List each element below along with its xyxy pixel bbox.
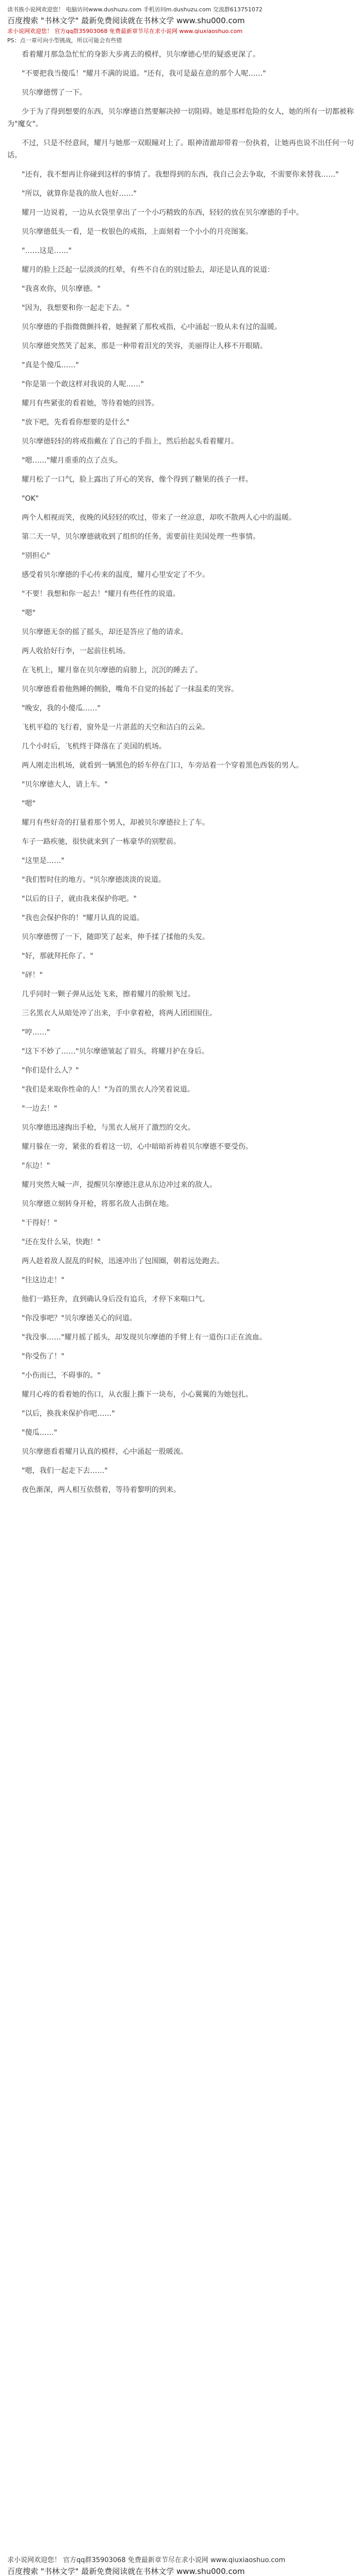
paragraph: 少于为了得到想要的东西，贝尔摩德自然要解决掉一切阻碍。她是那样危险的女人，她的所有一切都被称为"魔女"。 (7, 108, 354, 128)
paragraph: "嗯……"耀月重重的点了点头。 (22, 456, 122, 465)
paragraph: 第二天一早，贝尔摩德就收到了组织的任务，需要前往美国处理一些事情。 (22, 533, 260, 541)
paragraph: "你们是什么人？" (22, 1066, 79, 1075)
paragraph: "真是个傻瓜……" (22, 361, 79, 369)
paragraph: "我没事……"耀月摇了摇头，却发现贝尔摩德的手臂上有一道伤口正在流血。 (22, 1333, 267, 1342)
paragraph: 两人趁着敌人混乱的时候，迅速冲出了包围圈，朝着远处跑去。 (22, 1257, 224, 1265)
paragraph: "你受伤了！" (22, 1352, 64, 1361)
paragraph: "……这是……" (22, 247, 72, 255)
paragraph: 夜色渐深，两人相互依偎着，等待着黎明的到来。 (22, 1486, 180, 1494)
paragraph: 两人刚走出机场，就看到一辆黑色的轿车停在门口，车旁站着一个穿着黑色西装的男人。 (22, 761, 303, 770)
page-header (0, 0, 361, 48)
footer-promo-title: 百度搜索 "书林文学" 最新免费阅读就在书林文学 www.shu000.com (7, 2567, 245, 2576)
paragraph: 车子一路疾驰，很快就来到了一栋豪华的别墅前。 (22, 838, 180, 846)
site-info-line: 读书族小说网欢迎您！ 电脑访问www.dushuzu.com 手机访问m.dushuzu.com 交流群613751072 (7, 6, 262, 13)
paragraph: 贝尔摩德立刻转身开枪，将那名敌人击倒在地。 (22, 1200, 173, 1208)
paragraph: 他们一路狂奔，直到确认身后没有追兵，才停下来喘口气。 (22, 1295, 209, 1303)
paragraph: "别担心" (22, 552, 50, 560)
paragraph: 感受着贝尔摩德的手心传来的温度，耀月心里安定了不少。 (22, 571, 209, 579)
paragraph: 耀月心疼的看着她的伤口，从衣服上撕下一块布，小心翼翼的为她包扎。 (22, 1391, 253, 1399)
paragraph: "一边去！" (22, 1105, 57, 1113)
paragraph: 贝尔摩德无奈的摇了摇头，却还是答应了他的请求。 (22, 628, 188, 636)
paragraph: 耀月有些好奇的打量着那个男人，却被贝尔摩德拉上了车。 (22, 819, 209, 827)
paragraph: 不过，只是不经意间，耀月与她那一双眼瞳对上了。眼神清澈却带着一份执着，让她再也说不出任何一句话。 (7, 139, 354, 160)
paragraph: "我们是来取你性命的人！"为首的黑衣人冷笑着说道。 (22, 1086, 194, 1094)
paragraph: 贝尔摩德的手指微微颤抖着，她握紧了那枚戒指，心中涌起一股从未有过的温暖。 (22, 323, 282, 331)
paragraph: "这里是……" (22, 857, 64, 865)
paragraph: "我们暂时住的地方。"贝尔摩德淡淡的说道。 (22, 876, 166, 884)
paragraph: 在飞机上，耀月靠在贝尔摩德的肩膀上，沉沉的睡去了。 (22, 666, 202, 674)
paragraph: "好，那就拜托你了。" (22, 952, 93, 960)
paragraph: 耀月突然大喊一声，提醒贝尔摩德注意从东边冲过来的敌人。 (22, 1181, 217, 1189)
paragraph: "我喜欢你，贝尔摩德。" (22, 285, 101, 293)
paragraph: "这下不妙了……"贝尔摩德皱起了眉头，将耀月护在身后。 (22, 1047, 209, 1056)
paragraph: 两人收拾好行李，一起前往机场。 (22, 647, 130, 655)
paragraph: "OK" (22, 495, 39, 503)
paragraph: "嗯" (22, 609, 36, 617)
paragraph: 耀月躲在一旁，紧张的看着这一切，心中暗暗祈祷着贝尔摩德不要受伤。 (22, 1143, 253, 1151)
footer-mirror-line: 求小说网欢迎您！ 官方qq群35903068 免费最新章节尽在求小说网 www.qiuxiaoshuo.com (7, 2556, 286, 2564)
paragraph: "晚安，我的小傻瓜……" (22, 704, 101, 713)
paragraph: "放下吧，先看看你想要的是什么" (22, 418, 129, 427)
paragraph: "往这边走！" (22, 1276, 64, 1284)
mirror-site-line: 求小说网欢迎您！ 官方qq群35903068 免费最新章节尽在求小说网 www.qiuxiaoshuo.com (7, 28, 243, 35)
paragraph: 贝尔摩德轻轻的将戒指戴在了自己的手指上，然后抬起头看着耀月。 (22, 437, 238, 446)
paragraph: "贝尔摩德大人，请上车。" (22, 781, 108, 789)
paragraph: 耀月有些紧张的看着她，等待着她的回答。 (22, 399, 159, 408)
paragraph: 贝尔摩德突然笑了起来，那是一种带着泪光的笑容，美丽得让人移不开眼睛。 (22, 342, 267, 350)
paragraph: "嗯" (22, 800, 36, 808)
paragraph: "东边！" (22, 1162, 50, 1170)
paragraph: "你没事吧？"贝尔摩德关心的问道。 (22, 1314, 137, 1323)
paragraph: 贝尔摩德愣了一下，随即笑了起来，伸手揉了揉他的头发。 (22, 933, 209, 941)
paragraph: "所以，就算你是我的敌人也好……" (22, 190, 137, 198)
paragraph: "傻瓜……" (22, 1429, 57, 1437)
paragraph: "干得好！" (22, 1219, 57, 1227)
paragraph: 几个小时后，飞机终于降落在了美国的机场。 (22, 742, 166, 751)
paragraph: "还有，我不想再让你碰到这样的事情了。我想得到的东西，我自己会去争取，不需要你来替我……" (22, 171, 339, 179)
page-footer (7, 2555, 354, 2576)
paragraph: 耀月的脸上泛起一层淡淡的红晕，有些不自在的别过脸去，却还是认真的说道： (22, 266, 274, 274)
paragraph: 两个人相视而笑，夜晚的风轻轻的吹过，带来了一丝凉意，却吹不散两人心中的温暖。 (22, 514, 296, 522)
paragraph: "哼……" (22, 1028, 50, 1037)
chapter-content (0, 48, 361, 1496)
paragraph: 贝尔摩德看着他熟睡的侧脸，嘴角不自觉的扬起了一抹温柔的笑容。 (22, 685, 238, 693)
paragraph: 耀月松了一口气，脸上露出了开心的笑容，像个得到了糖果的孩子一样。 (22, 476, 253, 484)
paragraph: "以后，换我来保护你吧……" (22, 1410, 115, 1418)
paragraph: "不要！我想和你一起去！"耀月有些任性的说道。 (22, 590, 180, 598)
paragraph: "以后的日子，就由我来保护你吧。" (22, 895, 137, 903)
promo-title: 百度搜索 "书林文学" 最新免费阅读就在书林文学 www.shu000.com (7, 16, 245, 25)
paragraph: "砰！" (22, 971, 43, 979)
paragraph: 几乎同时一颗子弹从远处飞来，擦着耀月的脸颊飞过。 (22, 990, 195, 998)
paragraph: "嗯，我们一起走下去……" (22, 1467, 108, 1475)
paragraph: 看着耀月那急急忙忙的身影大步离去的模样，贝尔摩德心里的疑惑更深了。 (22, 50, 260, 59)
paragraph: 三名黑衣人从暗处冲了出来，手中拿着枪，将两人团团围住。 (22, 1009, 217, 1018)
paragraph: 贝尔摩德愣了一下。 (22, 89, 87, 97)
paragraph: 飞机平稳的飞行着，窗外是一片湛蓝的天空和洁白的云朵。 (22, 723, 209, 732)
paragraph: 贝尔摩德低头一看，是一枚银色的戒指，上面刻着一个小小的月亮图案。 (22, 228, 253, 236)
paragraph: 耀月一边说着，一边从衣袋里拿出了一个小巧精致的东西，轻轻的放在贝尔摩德的手中。 (22, 209, 303, 217)
ps-note: PS：点一章可向小型挑战，所以可能会有些错 (7, 37, 122, 44)
paragraph: "我也会保护你的！"耀月认真的说道。 (22, 914, 144, 922)
paragraph: "还在发什么呆，快跑！" (22, 1238, 101, 1246)
paragraph: "你是第一个敢这样对我说的人呢……" (22, 380, 144, 388)
paragraph: "因为，我想要和你一起走下去。" (22, 304, 129, 312)
paragraph: "不要把我当傻瓜！"耀月不满的说道。"还有，我可是最在意的那个人呢……" (22, 70, 266, 78)
paragraph: 贝尔摩德迅速掏出手枪，与黑衣人展开了激烈的交火。 (22, 1124, 195, 1132)
paragraph: "小伤而已，不碍事的。" (22, 1371, 101, 1380)
paragraph: 贝尔摩德看着耀月认真的模样，心中涌起一股暖流。 (22, 1448, 188, 1456)
